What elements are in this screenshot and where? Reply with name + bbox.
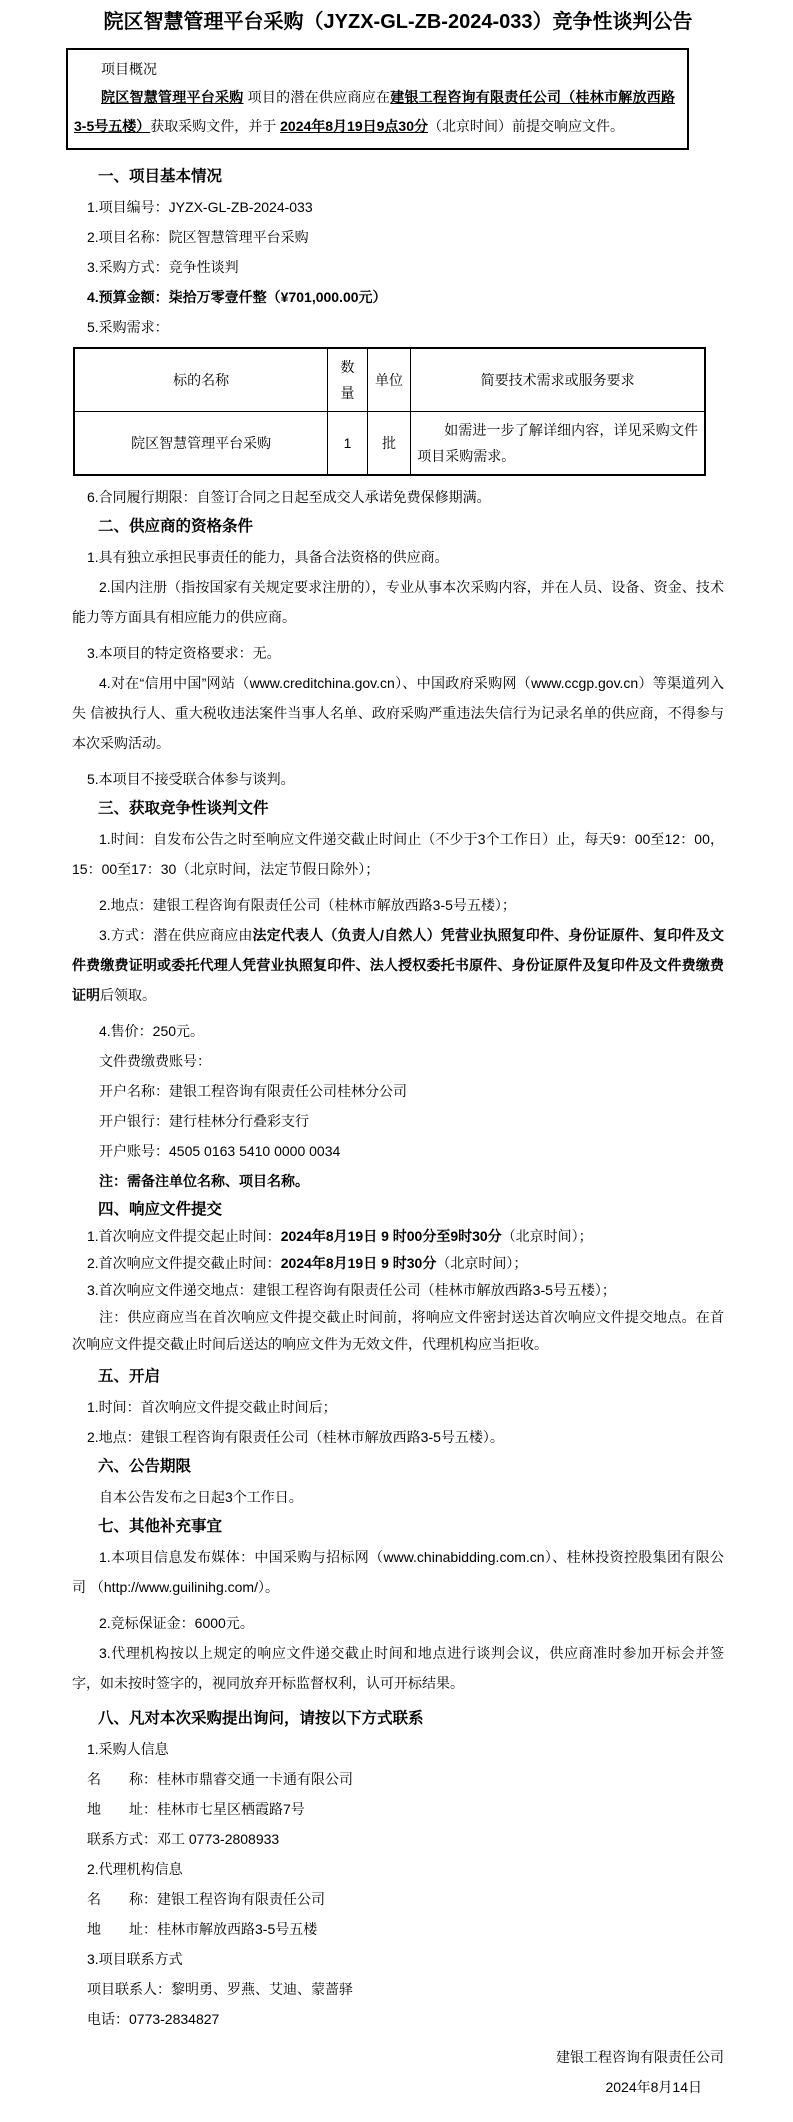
- agency-meeting-note: 3.代理机构按以上规定的响应文件递交截止时间和地点进行谈判会议，供应商准时参加开标会并签字，如未按时签字的，视同放弃开标监督权利，认可开标结果。: [72, 1645, 724, 1691]
- qualification-item: 5.本项目不接受联合体参与谈判。: [87, 771, 295, 787]
- procurement-requirement-label: 5.采购需求：: [87, 319, 169, 335]
- table-header-unit: 单位: [367, 348, 411, 412]
- budget-amount: 4.预算金额：柒拾万零壹仟整（¥701,000.00元）: [87, 289, 387, 305]
- contract-period: 6.合同履行期限：自签订合同之日起至成交人承诺免费保修期满。: [87, 489, 491, 505]
- submission-text-segment: 1.首次响应文件提交起止时间：: [87, 1228, 281, 1244]
- submission-place: 3.首次响应文件递交地点：建银工程咨询有限责任公司（桂林市解放西路3-5号五楼）；: [87, 1282, 616, 1298]
- project-contacts: 项目联系人：黎明勇、罗燕、艾迪、蒙蔷驿: [87, 1981, 353, 1997]
- account-name: 开户名称：建银工程咨询有限责任公司桂林分公司: [99, 1083, 407, 1099]
- overview-text-segment: （北京时间）前提交响应文件。: [428, 118, 624, 134]
- overview-project-name: 院区智慧管理平台采购: [101, 89, 244, 105]
- buyer-info-label: 1.采购人信息: [87, 1741, 169, 1757]
- section-8-heading: 八、凡对本次采购提出询问，请按以下方式联系: [98, 1710, 424, 1727]
- table-cell-requirements: [411, 412, 705, 476]
- submission-text-segment: （北京时间）；: [501, 1228, 593, 1244]
- procurement-table: [73, 347, 706, 476]
- section-2-heading: 二、供应商的资格条件: [98, 518, 254, 535]
- fee-account-label: 文件费缴费账号：: [99, 1053, 211, 1069]
- document-acquisition-time: 1.时间：自发布公告之时至响应文件递交截止时间止（不少于3个工作日）止，每天9：00至12：00，15：00至17：30（北京时间，法定节假日除外）；: [72, 831, 724, 877]
- overview-text-segment: 项目的潜在供应商应在: [243, 89, 391, 105]
- qualification-item: 2.国内注册（指按国家有关规定要求注册的），专业从事本次采购内容，并在人员、设备、资金、技术能力等方面具有相应能力的供应商。: [72, 579, 724, 625]
- table-header-row: [74, 348, 705, 412]
- procurement-method: 3.采购方式：竞争性谈判: [87, 259, 239, 275]
- submission-text-segment: （北京时间）；: [436, 1255, 528, 1271]
- qualification-item: 3.本项目的特定资格要求：无。: [87, 645, 281, 661]
- agency-name: 名 称：建银工程咨询有限责任公司: [87, 1891, 325, 1907]
- project-phone: 电话：0773-2834827: [87, 2011, 220, 2027]
- table-cell-unit: 批: [367, 412, 411, 476]
- qualification-item: 1.具有独立承担民事责任的能力，具备合法资格的供应商。: [87, 549, 449, 565]
- method-text-segment: 或: [157, 957, 172, 973]
- submission-note: 注：供应商应当在首次响应文件提交截止时间前，将响应文件密封送达首次响应文件提交地点。在首次响应文件提交截止时间后送达的响应文件为无效文件，代理机构应当拒收。: [72, 1309, 724, 1352]
- page-title: 院区智慧管理平台采购（JYZX-GL-ZB-2024-033）竞争性谈判公告: [103, 11, 693, 33]
- table-header-quantity: 数量: [328, 348, 367, 412]
- section-7-heading: 七、其他补充事宜: [98, 1518, 223, 1535]
- submission-deadline-bold: 2024年8月19日 9 时30分: [280, 1255, 437, 1271]
- payment-note: 注：需备注单位名称、项目名称。: [99, 1173, 309, 1189]
- table-cell-quantity: 1: [328, 412, 367, 476]
- project-name: 2.项目名称：院区智慧管理平台采购: [87, 229, 309, 245]
- overview-box: [66, 48, 689, 150]
- qualification-item: 4.对在“信用中国”网站（www.creditchina.gov.cn）、中国政府采购网（www.ccgp.gov.cn）等渠道列入失 信被执行人、重大税收违法案件当事人名单、政府采购严重违法失信行为记录名单的供应商，不得参与本次采购活动。: [72, 675, 724, 751]
- submission-deadline: [72, 1250, 724, 1277]
- project-contact-label: 3.项目联系方式: [87, 1951, 183, 1967]
- document-price: 4.售价：250元。: [99, 1023, 205, 1039]
- document-acquisition-method: [72, 920, 724, 1010]
- section-3-heading: 三、获取竞争性谈判文件: [98, 800, 269, 817]
- footer-date: 2024年8月14日: [605, 2079, 702, 2095]
- agency-info-label: 2.代理机构信息: [87, 1861, 183, 1877]
- opening-time: 1.时间：首次响应文件提交截止时间后；: [87, 1399, 337, 1415]
- section-4-heading: 四、响应文件提交: [98, 1201, 223, 1218]
- project-number: 1.项目编号：JYZX-GL-ZB-2024-033: [87, 199, 313, 215]
- table-header-requirements: 简要技术需求或服务要求: [411, 348, 705, 412]
- section-6-heading: 六、公告期限: [98, 1458, 192, 1475]
- document-acquisition-place: 2.地点：建银工程咨询有限责任公司（桂林市解放西路3-5号五楼）；: [99, 897, 516, 913]
- method-bold-segment: 委托代理人凭营业执照复印件、法人授权委托书原件、身份证原件及复印件及文件费缴费证明: [72, 957, 725, 1003]
- announcement-period: 自本公告发布之日起3个工作日。: [99, 1489, 303, 1505]
- overview-label: 项目概况: [101, 61, 157, 77]
- buyer-name: 名 称：桂林市鼎睿交通一卡通有限公司: [87, 1771, 353, 1787]
- signature-block: [72, 2042, 724, 2102]
- section-1-heading: 一、项目基本情况: [98, 168, 223, 185]
- table-header-subject: 标的名称: [74, 348, 328, 412]
- table-cell-subject: 院区智慧管理平台采购: [74, 412, 328, 476]
- buyer-address: 地 址：桂林市七星区栖霞路7号: [87, 1801, 305, 1817]
- opening-place: 2.地点：建银工程咨询有限责任公司（桂林市解放西路3-5号五楼）。: [87, 1429, 504, 1445]
- section-4: [72, 1196, 724, 1358]
- submission-start-time: [72, 1223, 724, 1250]
- agency-address: 地 址：桂林市解放西路3-5号五楼: [87, 1921, 318, 1937]
- submission-time-bold: 2024年8月19日 9 时00分至9时30分: [280, 1228, 502, 1244]
- requirement-text: 如需进一步了解详细内容，详见采购文件项目采购需求。: [417, 422, 698, 464]
- overview-agency-address: 建银工程咨询有限责任公司（桂林市解放西路3-5号五楼）: [74, 89, 676, 134]
- publish-media: 1.本项目信息发布媒体：中国采购与招标网（www.chinabidding.com.cn）、桂林投资控股集团有限公司 （http://www.guilinihg.com/）。: [72, 1549, 724, 1595]
- method-text-segment: 后领取。: [100, 987, 156, 1003]
- bid-deposit: 2.竞标保证金：6000元。: [99, 1615, 254, 1631]
- overview-text-segment: 获取采购文件，并于: [150, 118, 281, 134]
- overview-paragraph: [74, 83, 675, 141]
- method-bold-segment: 法定代表人（负责人/自然人）凭营业执照复印件、身份证原件、复印件及文件费缴费证明: [72, 927, 724, 973]
- buyer-contact: 联系方式：邓工 0773-2808933: [87, 1831, 280, 1847]
- section-5-heading: 五、开启: [98, 1368, 161, 1385]
- overview-deadline: 2024年8月19日9点30分: [280, 118, 428, 134]
- footer-company: 建银工程咨询有限责任公司: [556, 2049, 724, 2065]
- bank-name: 开户银行：建行桂林分行叠彩支行: [99, 1113, 309, 1129]
- submission-text-segment: 2.首次响应文件提交截止时间：: [87, 1255, 281, 1271]
- table-data-row: [74, 412, 705, 476]
- method-text-segment: 3.方式：潜在供应商应由: [99, 927, 253, 943]
- account-number: 开户账号：4505 0163 5410 0000 0034: [99, 1143, 341, 1159]
